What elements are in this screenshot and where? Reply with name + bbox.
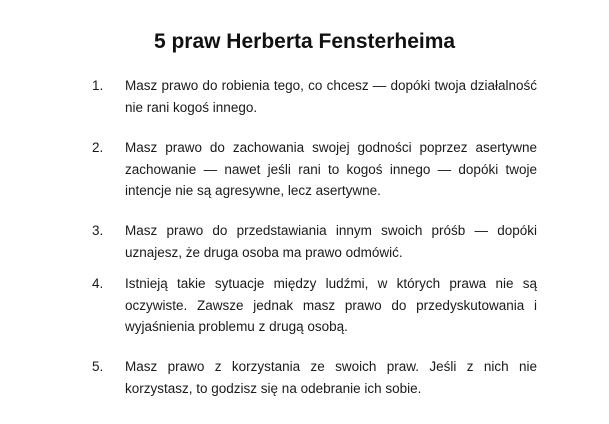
list-item-number: 4. — [92, 276, 104, 291]
list-item-number: 5. — [92, 359, 104, 374]
list-item-text: Masz prawo do zachowania swojej godności poprzez asertywne zachowanie — nawet jeśli rani to kogoś innego — dopóki twoje intencje nie są agresywne, lecz asertywne. — [125, 140, 537, 198]
list-item-text: Istnieją takie sytuacje między ludźmi, w których prawa nie są oczywiste. Zawsze jednak masz prawo do przedyskutowania i wyjaśnienia problemu z drugą osobą. — [125, 276, 537, 334]
page-title: 5 praw Herberta Fensterheima — [153, 30, 456, 53]
list-item-number: 2. — [92, 140, 104, 155]
list-item-text: Masz prawo do robienia tego, co chcesz — dopóki twoja działalność nie rani kogoś innego. — [125, 78, 537, 115]
list-item-number: 3. — [92, 223, 104, 238]
list-item-text: Masz prawo z korzystania ze swoich praw. Jeśli z nich nie korzystasz, to godzisz się na odebranie ich sobie. — [125, 359, 537, 396]
list-item-number: 1. — [92, 78, 104, 93]
list-item-text: Masz prawo do przedstawiania innym swoich próśb — dopóki uznajesz, że druga osoba ma prawo odmówić. — [125, 223, 537, 260]
